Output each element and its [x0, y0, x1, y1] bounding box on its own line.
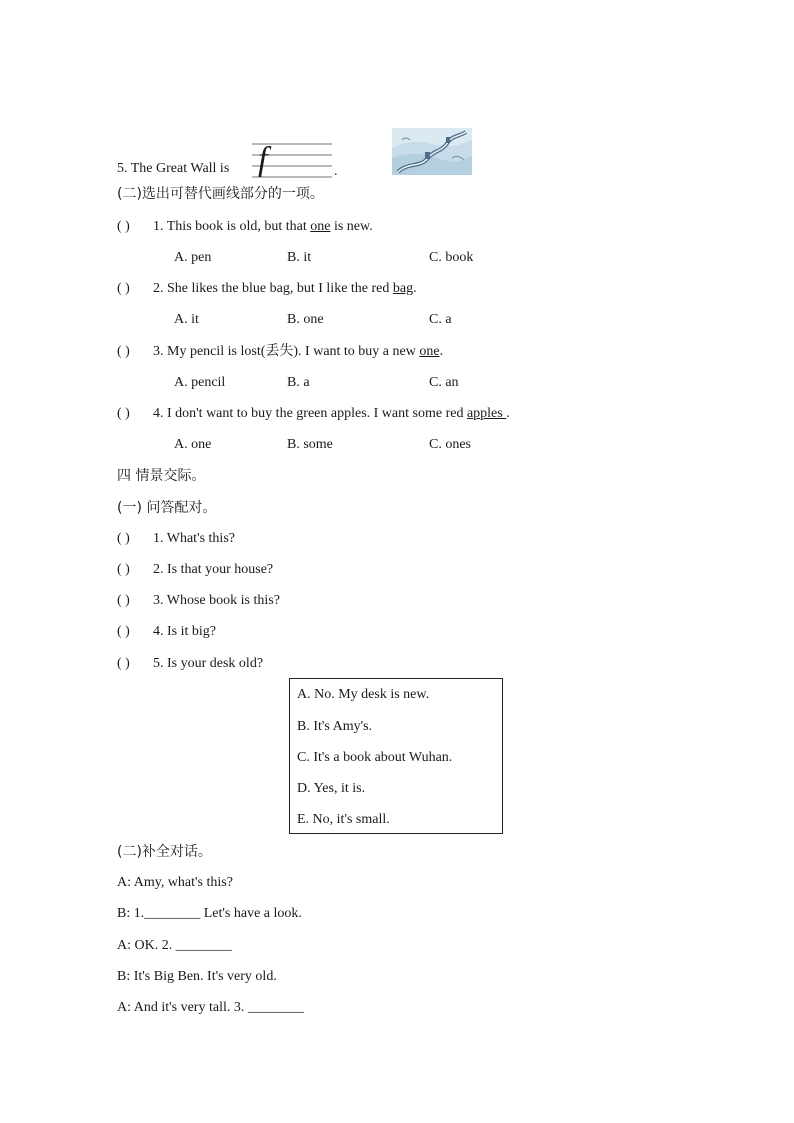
subsection-heading-matching: (一) 问答配对。 — [117, 500, 217, 516]
question-text: 1. What's this? — [153, 531, 235, 546]
option-b: B. a — [287, 375, 310, 390]
question-text: 3. Whose book is this? — [153, 593, 280, 608]
answer-paren: ( ) — [117, 531, 130, 546]
option-c: C. an — [429, 375, 459, 390]
option-b: B. it — [287, 250, 312, 265]
answer-paren: ( ) — [117, 281, 130, 296]
question-text: 4. Is it big? — [153, 624, 216, 639]
answer-paren: ( ) — [117, 624, 130, 639]
dialogue-line-3: A: OK. 2. ________ — [117, 938, 232, 953]
answer-option-e: E. No, it's small. — [297, 812, 390, 827]
answer-paren: ( ) — [117, 219, 130, 234]
great-wall-image — [392, 128, 472, 175]
dialogue-line-4: B: It's Big Ben. It's very old. — [117, 969, 277, 984]
dialogue-line-5: A: And it's very tall. 3. ________ — [117, 1000, 304, 1015]
option-a: A. pencil — [174, 375, 226, 390]
question-text: 2. She likes the blue bag, but I like the red bag. — [153, 281, 417, 296]
option-a: A. it — [174, 312, 199, 327]
answer-option-a: A. No. My desk is new. — [297, 687, 430, 702]
option-c: C. book — [429, 250, 474, 265]
q5-period: . — [334, 164, 338, 179]
question-text: 1. This book is old, but that one is new. — [153, 219, 373, 234]
option-c: C. a — [429, 312, 452, 327]
q5-text: 5. The Great Wall is — [117, 161, 230, 176]
answer-option-c: C. It's a book about Wuhan. — [297, 750, 453, 765]
dialogue-line-1: A: Amy, what's this? — [117, 875, 233, 890]
dialogue-line-2: B: 1.________ Let's have a look. — [117, 906, 302, 921]
question-text: 4. I don't want to buy the green apples. I want some red apples . — [153, 406, 510, 421]
subsection-heading-complete: (二)补全对话。 — [117, 844, 212, 860]
answer-paren: ( ) — [117, 406, 130, 421]
answer-paren: ( ) — [117, 344, 130, 359]
option-a: A. one — [174, 437, 212, 452]
answer-option-d: D. Yes, it is. — [297, 781, 366, 796]
option-a: A. pen — [174, 250, 212, 265]
question-text: 5. Is your desk old? — [153, 656, 264, 671]
option-c: C. ones — [429, 437, 471, 452]
question-text: 3. My pencil is lost(丢失). I want to buy a new one. — [153, 344, 444, 359]
section-heading-replace: (二)选出可替代画线部分的一项。 — [117, 186, 324, 202]
answer-paren: ( ) — [117, 593, 130, 608]
option-b: B. some — [287, 437, 333, 452]
answer-option-b: B. It's Amy's. — [297, 719, 373, 734]
q5-letter: f — [258, 141, 268, 178]
question-text: 2. Is that your house? — [153, 562, 274, 577]
answer-paren: ( ) — [117, 656, 130, 671]
answer-paren: ( ) — [117, 562, 130, 577]
option-b: B. one — [287, 312, 324, 327]
section-heading-dialogue: 四 情景交际。 — [117, 468, 206, 484]
